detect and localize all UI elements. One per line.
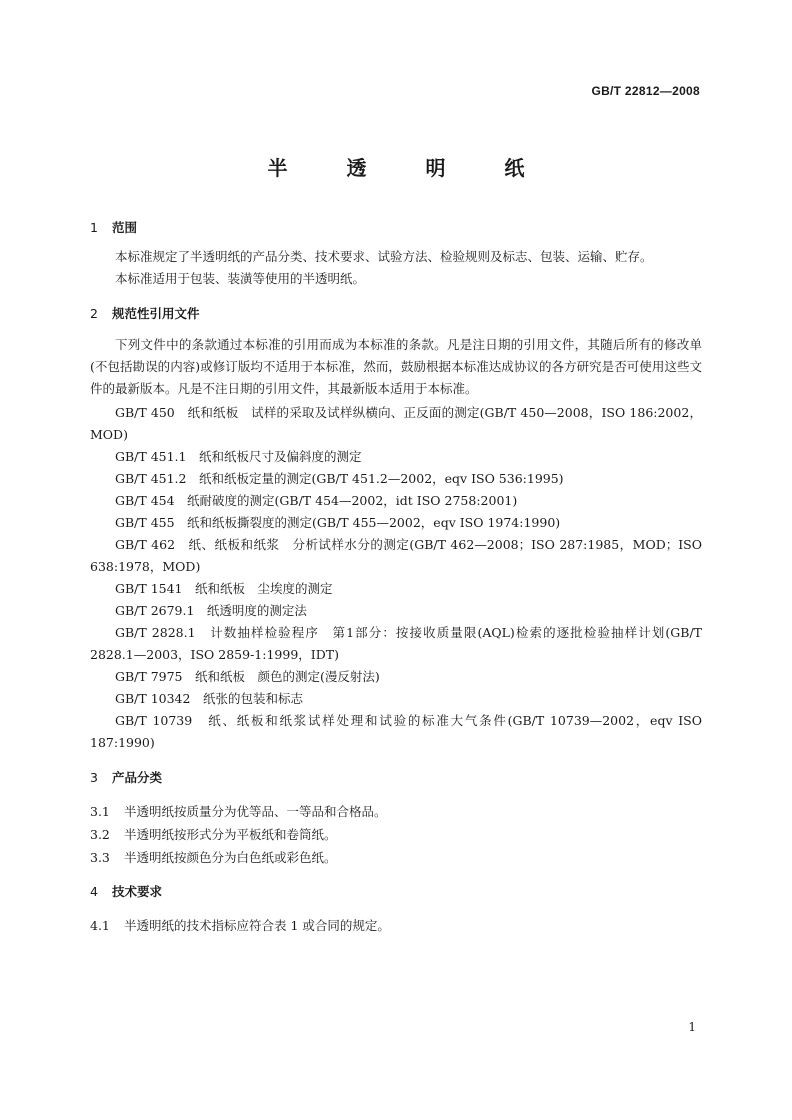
section-number: 1 bbox=[90, 220, 98, 235]
clause-number: 3.3 bbox=[90, 850, 110, 865]
section-title: 范围 bbox=[112, 220, 138, 235]
reference-item: GB/T 2828.1 计数抽样检验程序 第1部分：按接收质量限(AQL)检索的逐批检验抽样计划(GB/T 2828.1—2003，ISO 2859-1:1999，IDT) bbox=[90, 625, 702, 662]
reference-item: GB/T 10342 纸张的包装和标志 bbox=[115, 691, 303, 706]
reference-item: GB/T 451.2 纸和纸板定量的测定(GB/T 451.2—2002，eqv ISO 536:1995) bbox=[115, 471, 564, 486]
section-1-heading bbox=[90, 218, 137, 236]
clause-item bbox=[90, 848, 337, 866]
reference-item: GB/T 450 纸和纸板 试样的采取及试样纵横向、正反面的测定(GB/T 450—2008，ISO 186:2002，MOD) bbox=[90, 405, 702, 442]
clause-text: 半透明纸按颜色分为白色纸或彩色纸。 bbox=[124, 850, 337, 865]
section-number: 3 bbox=[90, 770, 98, 785]
reference-item: GB/T 10739 纸、纸板和纸浆试样处理和试验的标准大气条件(GB/T 10739—2002，eqv ISO 187:1990) bbox=[90, 713, 702, 750]
clause-item bbox=[90, 825, 337, 843]
reference-item: GB/T 455 纸和纸板撕裂度的测定(GB/T 455—2002，eqv ISO 1974:1990) bbox=[115, 515, 561, 530]
page-number: 1 bbox=[688, 1020, 696, 1034]
section-number: 2 bbox=[90, 306, 98, 321]
section-title: 产品分类 bbox=[112, 770, 163, 785]
reference-item: GB/T 462 纸、纸板和纸浆 分析试样水分的测定(GB/T 462—2008；ISO 287:1985，MOD；ISO 638:1978，MOD) bbox=[90, 537, 702, 574]
reference-item: GB/T 454 纸耐破度的测定(GB/T 454—2002，idt ISO 2758:2001) bbox=[115, 493, 518, 508]
section-3-heading bbox=[90, 768, 162, 786]
reference-item: GB/T 451.1 纸和纸板尺寸及偏斜度的测定 bbox=[115, 449, 362, 464]
reference-item: GB/T 2679.1 纸透明度的测定法 bbox=[115, 603, 307, 618]
reference-item: GB/T 7975 纸和纸板 颜色的测定(漫反射法) bbox=[115, 669, 380, 684]
clause-item bbox=[90, 916, 390, 934]
clause-number: 4.1 bbox=[90, 918, 110, 933]
section-number: 4 bbox=[90, 884, 98, 899]
clause-text: 半透明纸的技术指标应符合表 1 或合同的规定。 bbox=[124, 918, 390, 933]
clause-item bbox=[90, 802, 387, 820]
section-4-heading bbox=[90, 882, 162, 900]
section-1-paragraph-1: 本标准规定了半透明纸的产品分类、技术要求、试验方法、检验规则及标志、包装、运输、贮存。 bbox=[115, 249, 653, 264]
document-title: 半 透 明 纸 bbox=[267, 156, 551, 180]
section-title: 技术要求 bbox=[112, 884, 163, 899]
standard-code: GB/T 22812—2008 bbox=[591, 84, 700, 98]
section-1-paragraph-2: 本标准适用于包装、装潢等使用的半透明纸。 bbox=[115, 271, 366, 286]
clause-number: 3.1 bbox=[90, 804, 110, 819]
reference-item: GB/T 1541 纸和纸板 尘埃度的测定 bbox=[115, 581, 333, 596]
section-2-heading bbox=[90, 304, 200, 322]
clause-number: 3.2 bbox=[90, 827, 110, 842]
section-2-intro: 下列文件中的条款通过本标准的引用而成为本标准的条款。凡是注日期的引用文件，其随后所有的修改单(不包括勘误的内容)或修订版均不适用于本标准，然而，鼓励根据本标准达成协议的各方研究是否可使用这些文件的最新版本。凡是不注日期的引用文件，其最新版本适用于本标准。 bbox=[90, 337, 702, 396]
clause-text: 半透明纸按质量分为优等品、一等品和合格品。 bbox=[124, 804, 387, 819]
clause-text: 半透明纸按形式分为平板纸和卷筒纸。 bbox=[124, 827, 337, 842]
section-title: 规范性引用文件 bbox=[112, 306, 200, 321]
